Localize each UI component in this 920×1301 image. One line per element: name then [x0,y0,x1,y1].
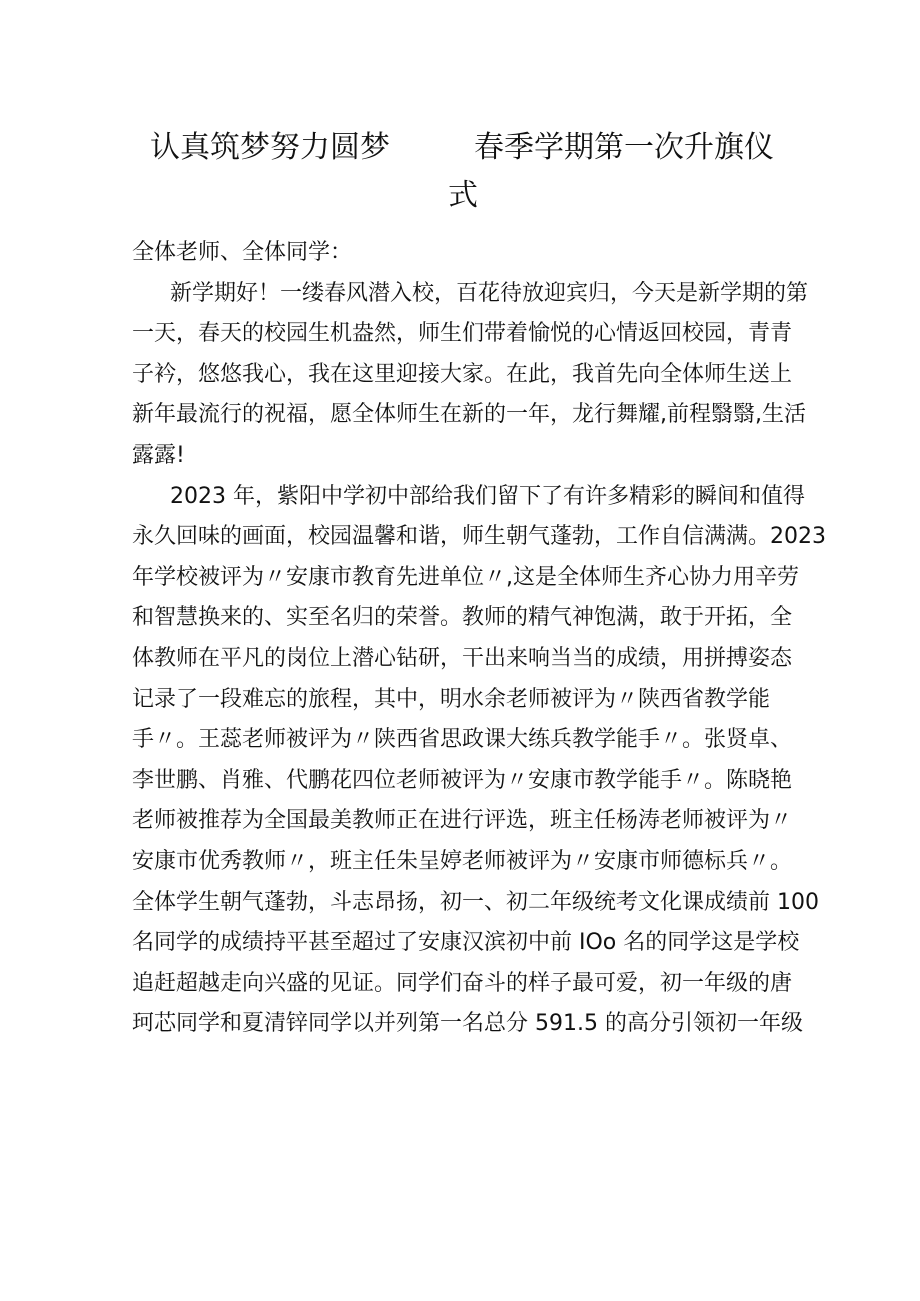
paragraph-2 [132,477,826,1045]
paragraph-line: 新年最流行的祝福，愿全体师生在新的一年，龙行舞耀,前程翳翳,生活 [132,402,806,428]
document-title-part2-continuation: 式 [448,178,478,213]
document-body [132,233,826,1045]
paragraph-line: 手〃。王蕊老师被评为〃陕西省思政课大练兵教学能手〃。张贤卓、 [132,727,793,753]
paragraph-line: 子衿，悠悠我心，我在这里迎接大家。在此，我首先向全体师生送上 [132,361,793,387]
paragraph-line: 李世鹏、肖雅、代鹏花四位老师被评为〃安康市教学能手〃。陈晓艳 [132,767,793,793]
paragraph-line: 名同学的成绩持平甚至超过了安康汉滨初中前 IOo 名的同学这是学校 [132,930,800,956]
paragraph-line: 珂芯同学和夏清锌同学以并列第一名总分 591.5 的高分引领初一年级 [132,1011,803,1037]
document-title-part2: 春季学期第一次升旗仪 [474,130,774,165]
paragraph-line: 一天，春天的校园生机盎然，师生们带着愉悦的心情返回校园，青青 [132,321,793,347]
paragraph-line: 和智慧换来的、实至名归的荣誉。教师的精气神饱满，敢于开拓，全 [132,605,793,631]
paragraph-line: 安康市优秀教师〃，班主任朱呈婷老师被评为〃安康市师德标兵〃。 [132,848,793,874]
document-title-part1: 认真筑梦努力圆梦 [150,130,390,165]
paragraph-line: 体教师在平凡的岗位上潜心钻研，干出来响当当的成绩，用拼搏姿态 [132,645,793,671]
paragraph-line: 追赶超越走向兴盛的见证。同学们奋斗的样子最可爱，初一年级的唐 [132,970,793,996]
paragraph-line: 2023 年，紫阳中学初中部给我们留下了有许多精彩的瞬间和值得 [170,483,805,509]
paragraph-line: 永久回味的画面，校园温馨和谐，师生朝气蓬勃，工作自信满满。2023 [132,524,826,550]
paragraph-line: 全体学生朝气蓬勃，斗志昂扬，初一、初二年级统考文化课成绩前 100 [132,889,819,915]
paragraph-line: 年学校被评为〃安康市教育先进单位〃,这是全体师生齐心协力用辛劳 [132,564,799,590]
paragraph-line: 新学期好！一缕春风潜入校，百花待放迎宾归，今天是新学期的第 [170,280,809,306]
paragraph-1 [132,274,809,477]
paragraph-line: 记录了一段难忘的旅程，其中，明水余老师被评为〃陕西省教学能 [132,686,771,712]
greeting: 全体老师、全体同学： [132,240,353,265]
paragraph-line: 老师被推荐为全国最美教师正在进行评选，班主任杨涛老师被评为〃 [132,808,793,834]
paragraph-line: 露露! [132,442,185,468]
